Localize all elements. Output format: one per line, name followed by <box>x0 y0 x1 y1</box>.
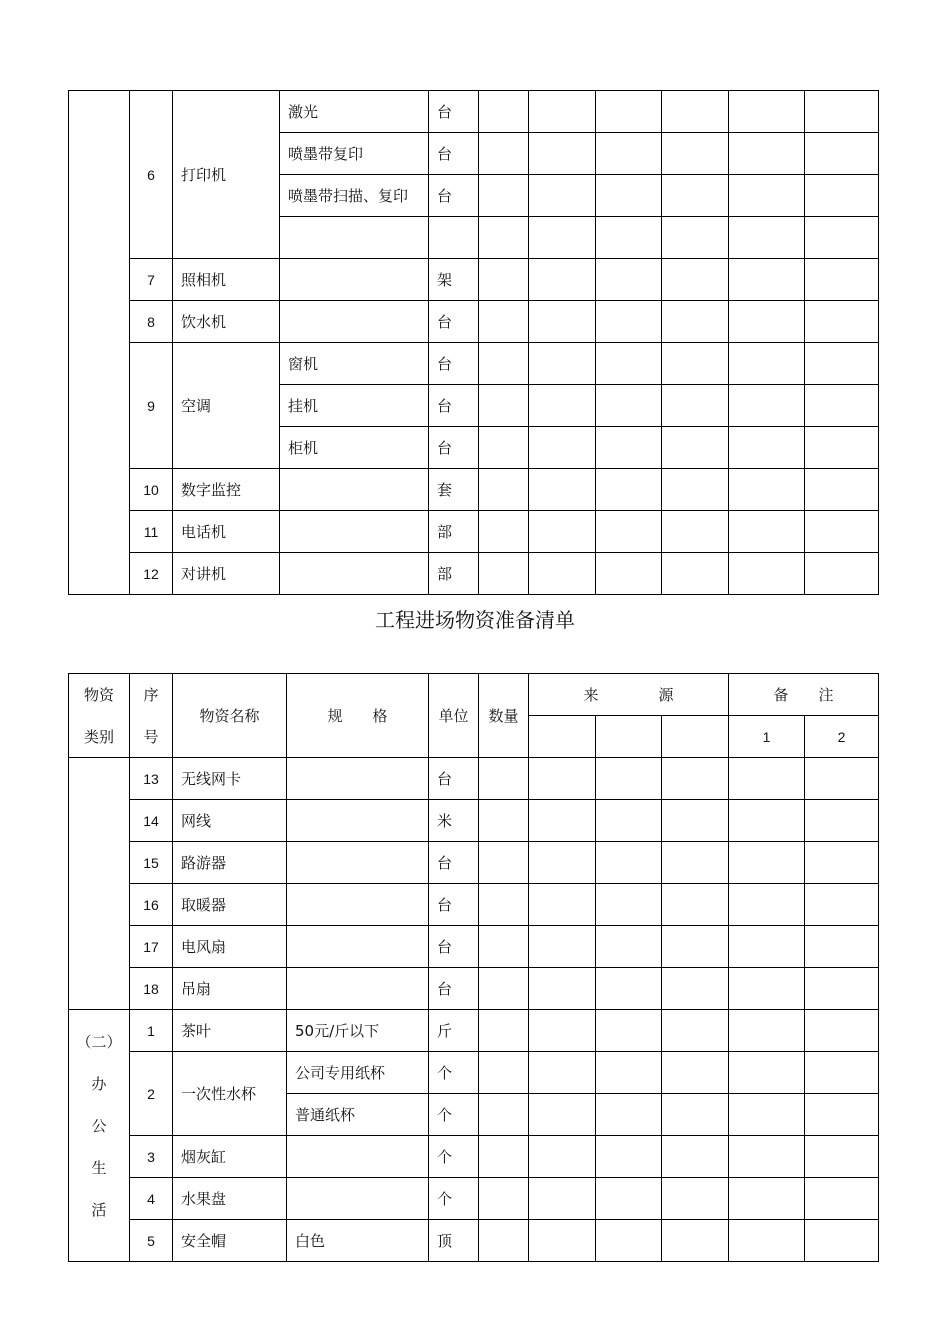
table-row <box>69 758 879 800</box>
qty-cell <box>479 968 529 1010</box>
seq-cell: 16 <box>130 884 173 926</box>
source-cell <box>596 511 662 553</box>
table-row <box>69 926 879 968</box>
source-cell <box>529 842 596 884</box>
remark-cell <box>729 842 805 884</box>
source-cell <box>529 385 596 427</box>
spec-cell: 公司专用纸杯 <box>287 1052 429 1094</box>
spec-cell <box>280 553 429 595</box>
table-row <box>69 1178 879 1220</box>
name-cell: 安全帽 <box>173 1220 287 1262</box>
remark-cell <box>729 343 805 385</box>
materials-table <box>68 673 879 1262</box>
source-cell <box>596 259 662 301</box>
source-cell <box>529 553 596 595</box>
source-cell <box>596 968 662 1010</box>
header-remark: 备 注 <box>729 674 879 716</box>
spec-cell: 普通纸杯 <box>287 1094 429 1136</box>
header-remark-2: 2 <box>805 716 879 758</box>
source-cell <box>596 1136 662 1178</box>
name-cell: 电话机 <box>173 511 280 553</box>
name-cell: 空调 <box>173 343 280 469</box>
source-cell <box>529 1094 596 1136</box>
remark-cell <box>805 1052 879 1094</box>
qty-cell <box>479 1094 529 1136</box>
table-row <box>69 968 879 1010</box>
source-cell <box>529 427 596 469</box>
remark-cell <box>729 469 805 511</box>
table-row <box>69 1010 879 1052</box>
name-cell: 对讲机 <box>173 553 280 595</box>
source-cell <box>596 716 662 758</box>
category-office-life: （二） 办 公 生 活 <box>69 1010 130 1262</box>
source-cell <box>662 301 729 343</box>
spec-cell: 50元/斤以下 <box>287 1010 429 1052</box>
remark-cell <box>729 1052 805 1094</box>
header-unit: 单位 <box>429 674 479 758</box>
source-cell <box>662 511 729 553</box>
spec-cell <box>287 884 429 926</box>
unit-cell: 台 <box>429 301 479 343</box>
table-row <box>69 553 879 595</box>
spec-cell <box>280 511 429 553</box>
spec-cell <box>280 469 429 511</box>
remark-cell <box>805 1136 879 1178</box>
seq-cell: 17 <box>130 926 173 968</box>
name-cell: 一次性水杯 <box>173 1052 287 1136</box>
remark-cell <box>805 301 879 343</box>
materials-table-continued <box>68 90 879 595</box>
spec-cell: 挂机 <box>280 385 429 427</box>
source-cell <box>662 343 729 385</box>
source-cell <box>596 175 662 217</box>
table-row <box>69 259 879 301</box>
name-cell: 数字监控 <box>173 469 280 511</box>
source-cell <box>596 1220 662 1262</box>
source-cell <box>596 926 662 968</box>
unit-cell: 台 <box>429 758 479 800</box>
source-cell <box>662 884 729 926</box>
source-cell <box>662 259 729 301</box>
spec-cell <box>280 301 429 343</box>
remark-cell <box>805 343 879 385</box>
qty-cell <box>479 1052 529 1094</box>
spec-cell: 喷墨带扫描、复印 <box>280 175 429 217</box>
source-cell <box>596 133 662 175</box>
qty-cell <box>479 427 529 469</box>
table-row <box>69 1052 879 1094</box>
source-cell <box>662 1136 729 1178</box>
seq-cell: 13 <box>130 758 173 800</box>
qty-cell <box>479 1220 529 1262</box>
unit-cell: 台 <box>429 884 479 926</box>
header-row <box>69 674 879 716</box>
source-cell <box>596 758 662 800</box>
source-cell <box>596 1178 662 1220</box>
qty-cell <box>479 758 529 800</box>
source-cell <box>529 716 596 758</box>
remark-cell <box>729 175 805 217</box>
qty-cell <box>479 842 529 884</box>
spec-cell: 喷墨带复印 <box>280 133 429 175</box>
source-cell <box>662 217 729 259</box>
spec-cell: 白色 <box>287 1220 429 1262</box>
remark-cell <box>805 1220 879 1262</box>
name-cell: 路游器 <box>173 842 287 884</box>
source-cell <box>529 133 596 175</box>
spec-cell <box>287 800 429 842</box>
source-cell <box>529 1178 596 1220</box>
source-cell <box>529 1220 596 1262</box>
remark-cell <box>805 842 879 884</box>
table-row <box>69 301 879 343</box>
remark-cell <box>729 1220 805 1262</box>
qty-cell <box>479 1136 529 1178</box>
remark-cell <box>729 259 805 301</box>
qty-cell <box>479 1010 529 1052</box>
source-cell <box>529 259 596 301</box>
source-cell <box>596 91 662 133</box>
remark-cell <box>729 133 805 175</box>
source-cell <box>662 175 729 217</box>
table-row <box>69 91 879 133</box>
unit-cell: 台 <box>429 427 479 469</box>
source-cell <box>662 1094 729 1136</box>
unit-cell: 台 <box>429 926 479 968</box>
seq-cell: 3 <box>130 1136 173 1178</box>
unit-cell: 个 <box>429 1178 479 1220</box>
remark-cell <box>729 217 805 259</box>
source-cell <box>662 800 729 842</box>
remark-cell <box>805 1178 879 1220</box>
spec-cell <box>287 758 429 800</box>
unit-cell: 米 <box>429 800 479 842</box>
qty-cell <box>479 91 529 133</box>
remark-cell <box>805 758 879 800</box>
remark-cell <box>805 884 879 926</box>
seq-cell: 5 <box>130 1220 173 1262</box>
source-cell <box>662 385 729 427</box>
header-source: 来 源 <box>529 674 729 716</box>
spec-cell: 柜机 <box>280 427 429 469</box>
source-cell <box>529 91 596 133</box>
unit-cell <box>429 217 479 259</box>
source-cell <box>662 553 729 595</box>
name-cell: 照相机 <box>173 259 280 301</box>
source-cell <box>529 968 596 1010</box>
unit-cell: 套 <box>429 469 479 511</box>
source-cell <box>529 800 596 842</box>
unit-cell: 台 <box>429 842 479 884</box>
seq-cell: 12 <box>130 553 173 595</box>
spec-cell <box>287 926 429 968</box>
qty-cell <box>479 800 529 842</box>
source-cell <box>529 884 596 926</box>
unit-cell: 台 <box>429 91 479 133</box>
source-cell <box>662 469 729 511</box>
remark-cell <box>805 133 879 175</box>
remark-cell <box>729 553 805 595</box>
table-row <box>69 842 879 884</box>
remark-cell <box>805 800 879 842</box>
name-cell: 水果盘 <box>173 1178 287 1220</box>
qty-cell <box>479 343 529 385</box>
page-title: 工程进场物资准备清单 <box>375 608 575 632</box>
qty-cell <box>479 259 529 301</box>
unit-cell: 个 <box>429 1094 479 1136</box>
remark-cell <box>805 511 879 553</box>
table-row <box>69 1220 879 1262</box>
name-cell: 饮水机 <box>173 301 280 343</box>
header-category: 物资 类别 <box>69 674 130 758</box>
name-cell: 吊扇 <box>173 968 287 1010</box>
source-cell <box>529 175 596 217</box>
remark-cell <box>729 427 805 469</box>
qty-cell <box>479 217 529 259</box>
unit-cell: 个 <box>429 1136 479 1178</box>
unit-cell: 顶 <box>429 1220 479 1262</box>
remark-cell <box>729 968 805 1010</box>
source-cell <box>662 133 729 175</box>
qty-cell <box>479 884 529 926</box>
unit-cell: 个 <box>429 1052 479 1094</box>
table-row <box>69 343 879 385</box>
source-cell <box>529 926 596 968</box>
qty-cell <box>479 926 529 968</box>
remark-cell <box>805 175 879 217</box>
qty-cell <box>479 469 529 511</box>
spec-cell <box>287 1178 429 1220</box>
unit-cell: 斤 <box>429 1010 479 1052</box>
source-cell <box>662 926 729 968</box>
source-cell <box>596 469 662 511</box>
spec-cell <box>287 842 429 884</box>
remark-cell <box>805 926 879 968</box>
source-cell <box>529 1052 596 1094</box>
name-cell: 网线 <box>173 800 287 842</box>
remark-cell <box>805 469 879 511</box>
name-cell: 茶叶 <box>173 1010 287 1052</box>
source-cell <box>529 301 596 343</box>
remark-cell <box>729 385 805 427</box>
source-cell <box>596 1052 662 1094</box>
source-cell <box>662 1052 729 1094</box>
remark-cell <box>729 800 805 842</box>
unit-cell: 部 <box>429 553 479 595</box>
seq-cell: 2 <box>130 1052 173 1136</box>
spec-cell <box>280 259 429 301</box>
spec-cell: 窗机 <box>280 343 429 385</box>
table-row <box>69 800 879 842</box>
name-cell: 电风扇 <box>173 926 287 968</box>
spec-cell: 激光 <box>280 91 429 133</box>
remark-cell <box>805 1010 879 1052</box>
seq-cell: 18 <box>130 968 173 1010</box>
spec-cell <box>280 217 429 259</box>
remark-cell <box>805 553 879 595</box>
name-cell: 烟灰缸 <box>173 1136 287 1178</box>
header-qty: 数量 <box>479 674 529 758</box>
remark-cell <box>729 301 805 343</box>
remark-cell <box>805 427 879 469</box>
remark-cell <box>729 511 805 553</box>
qty-cell <box>479 553 529 595</box>
qty-cell <box>479 385 529 427</box>
source-cell <box>662 1178 729 1220</box>
source-cell <box>662 91 729 133</box>
qty-cell <box>479 1178 529 1220</box>
name-cell: 取暖器 <box>173 884 287 926</box>
source-cell <box>529 1010 596 1052</box>
source-cell <box>662 427 729 469</box>
qty-cell <box>479 175 529 217</box>
unit-cell: 台 <box>429 133 479 175</box>
source-cell <box>662 1220 729 1262</box>
table-row <box>69 884 879 926</box>
remark-cell <box>729 926 805 968</box>
source-cell <box>662 716 729 758</box>
spec-cell <box>287 968 429 1010</box>
seq-cell: 1 <box>130 1010 173 1052</box>
header-spec: 规 格 <box>287 674 429 758</box>
table-row <box>69 1136 879 1178</box>
remark-cell <box>729 1010 805 1052</box>
seq-cell: 14 <box>130 800 173 842</box>
unit-cell: 架 <box>429 259 479 301</box>
source-cell <box>529 469 596 511</box>
unit-cell: 台 <box>429 175 479 217</box>
qty-cell <box>479 301 529 343</box>
table-row <box>69 469 879 511</box>
seq-cell: 4 <box>130 1178 173 1220</box>
source-cell <box>662 968 729 1010</box>
source-cell <box>529 511 596 553</box>
remark-cell <box>805 968 879 1010</box>
header-name: 物资名称 <box>173 674 287 758</box>
remark-cell <box>805 217 879 259</box>
source-cell <box>529 343 596 385</box>
source-cell <box>529 758 596 800</box>
seq-cell: 7 <box>130 259 173 301</box>
unit-cell: 部 <box>429 511 479 553</box>
remark-cell <box>805 259 879 301</box>
remark-cell <box>729 91 805 133</box>
unit-cell: 台 <box>429 385 479 427</box>
remark-cell <box>729 884 805 926</box>
seq-cell: 6 <box>130 91 173 259</box>
seq-cell: 10 <box>130 469 173 511</box>
remark-cell <box>729 1136 805 1178</box>
remark-cell <box>729 1178 805 1220</box>
remark-cell <box>805 91 879 133</box>
category-cell <box>69 91 130 595</box>
source-cell <box>596 884 662 926</box>
header-remark-1: 1 <box>729 716 805 758</box>
source-cell <box>596 553 662 595</box>
source-cell <box>529 217 596 259</box>
seq-cell: 11 <box>130 511 173 553</box>
source-cell <box>596 1094 662 1136</box>
remark-cell <box>805 1094 879 1136</box>
source-cell <box>596 1010 662 1052</box>
source-cell <box>662 758 729 800</box>
table-row <box>69 511 879 553</box>
source-cell <box>662 842 729 884</box>
source-cell <box>596 301 662 343</box>
source-cell <box>596 800 662 842</box>
source-cell <box>596 842 662 884</box>
remark-cell <box>729 758 805 800</box>
source-cell <box>529 1136 596 1178</box>
name-cell: 无线网卡 <box>173 758 287 800</box>
source-cell <box>596 343 662 385</box>
source-cell <box>596 217 662 259</box>
seq-cell: 8 <box>130 301 173 343</box>
qty-cell <box>479 511 529 553</box>
source-cell <box>596 427 662 469</box>
qty-cell <box>479 133 529 175</box>
spec-cell <box>287 1136 429 1178</box>
name-cell: 打印机 <box>173 91 280 259</box>
seq-cell: 9 <box>130 343 173 469</box>
source-cell <box>596 385 662 427</box>
source-cell <box>662 1010 729 1052</box>
remark-cell <box>805 385 879 427</box>
unit-cell: 台 <box>429 968 479 1010</box>
seq-cell: 15 <box>130 842 173 884</box>
category-cell <box>69 758 130 1010</box>
unit-cell: 台 <box>429 343 479 385</box>
header-seq: 序 号 <box>130 674 173 758</box>
remark-cell <box>729 1094 805 1136</box>
